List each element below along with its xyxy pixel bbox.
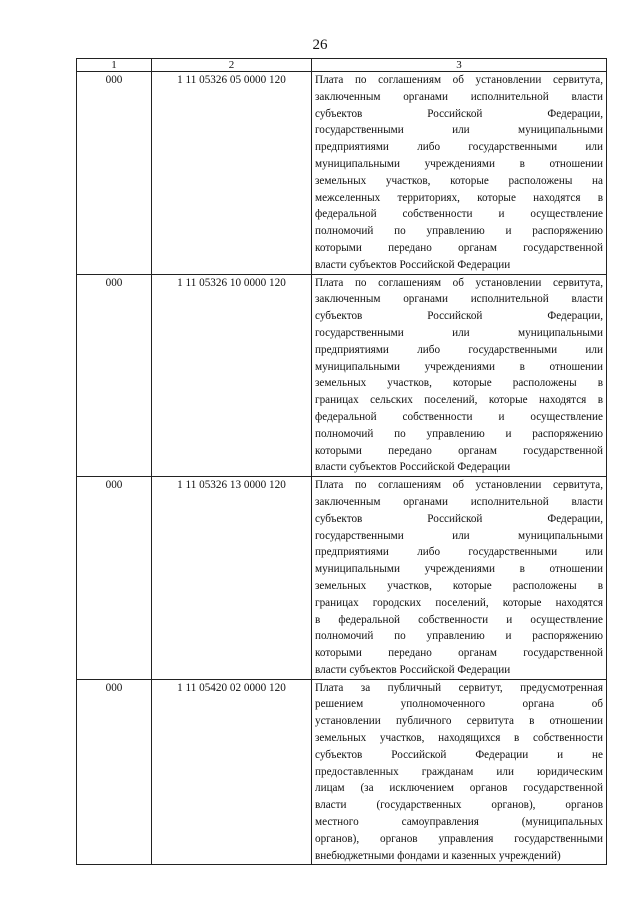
admin-code-cell: 000 [77,477,152,680]
description-line: федеральной собственности и осуществление [315,208,603,221]
revenue-description-cell [312,679,607,865]
revenue-description-cell [312,274,607,477]
description-line: федеральной собственности и осуществление [315,410,603,423]
description-line: Плата по соглашениям об установлении сервитута, [315,276,603,289]
description-line: власти субъектов Российской Федерации [315,663,511,676]
description-line: государственными или муниципальными [315,529,603,542]
table-row [77,477,607,680]
description-line: земельных участков, которые расположены в [315,377,603,390]
table-header-row [77,59,607,72]
admin-code-cell: 000 [77,274,152,477]
description-line: земельных участков, которые расположены в [315,579,603,592]
description-line: внебюджетными фондами и казенных учреждений) [315,849,561,862]
admin-code-cell: 000 [77,679,152,865]
description-line: полномочий по управлению и распоряжению [315,630,603,643]
description-line: субъектов Российской Федерации и не [315,748,603,761]
description-line: в федеральной собственности и осуществление [315,613,603,626]
description-line: предприятиями либо государственными или [315,343,603,356]
description-line: границах сельских поселений, которые находятся в [315,394,603,407]
budget-classification-code-cell: 1 11 05326 10 0000 120 [152,274,312,477]
description-line: власти субъектов Российской Федерации [315,461,511,474]
description-line: установлении публичного сервитута в отношении [315,715,603,728]
revenue-description-cell [312,72,607,275]
description-line: предприятиями либо государственными или [315,546,603,559]
description-line: Плата по соглашениям об установлении сервитута, [315,479,603,492]
description-line: земельных участков, находящихся в собственности [315,732,603,745]
description-line: субъектов Российской Федерации, [315,310,603,323]
description-line: предприятиями либо государственными или [315,141,603,154]
description-line: заключенным органами исполнительной власти [315,495,603,508]
description-line: органов), органов управления государственными [315,832,603,845]
description-line: муниципальными учреждениями в отношении [315,157,603,170]
column-header-3: 3 [312,59,607,72]
description-line: местного самоуправления (муниципальных [315,816,603,829]
description-line: Плата по соглашениям об установлении сервитута, [315,74,603,86]
budget-classification-code-cell: 1 11 05420 02 0000 120 [152,679,312,865]
page-number: 26 [312,37,328,53]
description-line: предоставленных гражданам или юридическим [315,765,603,778]
description-line: субъектов Российской Федерации, [315,107,603,120]
description-line: государственными или муниципальными [315,326,603,339]
budget-classification-code-cell: 1 11 05326 05 0000 120 [152,72,312,275]
table-row [77,274,607,477]
description-line: которыми передано органам государственной [315,444,603,457]
admin-code-cell: 000 [77,72,152,275]
description-line: границах городских поселений, которые находятся [315,596,603,609]
description-line: полномочий по управлению и распоряжению [315,427,603,440]
table-row [77,72,607,275]
description-line: заключенным органами исполнительной власти [315,90,603,103]
description-line: лицам (за исключением органов государственной [315,782,603,795]
table-row [77,679,607,865]
column-header-1: 1 [77,59,152,72]
description-line: заключенным органами исполнительной власти [315,293,603,306]
description-line: государственными или муниципальными [315,124,603,137]
description-line: полномочий по управлению и распоряжению [315,225,603,238]
description-line: власти (государственных органов), органов [315,799,603,812]
description-line: муниципальными учреждениями в отношении [315,563,603,576]
revenue-codes-table [76,58,607,865]
description-line: которыми передано органам государственной [315,241,603,254]
description-line: решением уполномоченного органа об [315,698,603,711]
description-line: муниципальными учреждениями в отношении [315,360,603,373]
description-line: Плата за публичный сервитут, предусмотренная [315,681,603,694]
description-line: земельных участков, которые расположены на [315,174,603,187]
description-line: которыми передано органам государственной [315,647,603,660]
column-header-2: 2 [152,59,312,72]
description-line: межселенных территориях, которые находятся в [315,191,603,204]
budget-classification-code-cell: 1 11 05326 13 0000 120 [152,477,312,680]
revenue-description-cell [312,477,607,680]
description-line: субъектов Российской Федерации, [315,512,603,525]
description-line: власти субъектов Российской Федерации [315,258,511,271]
